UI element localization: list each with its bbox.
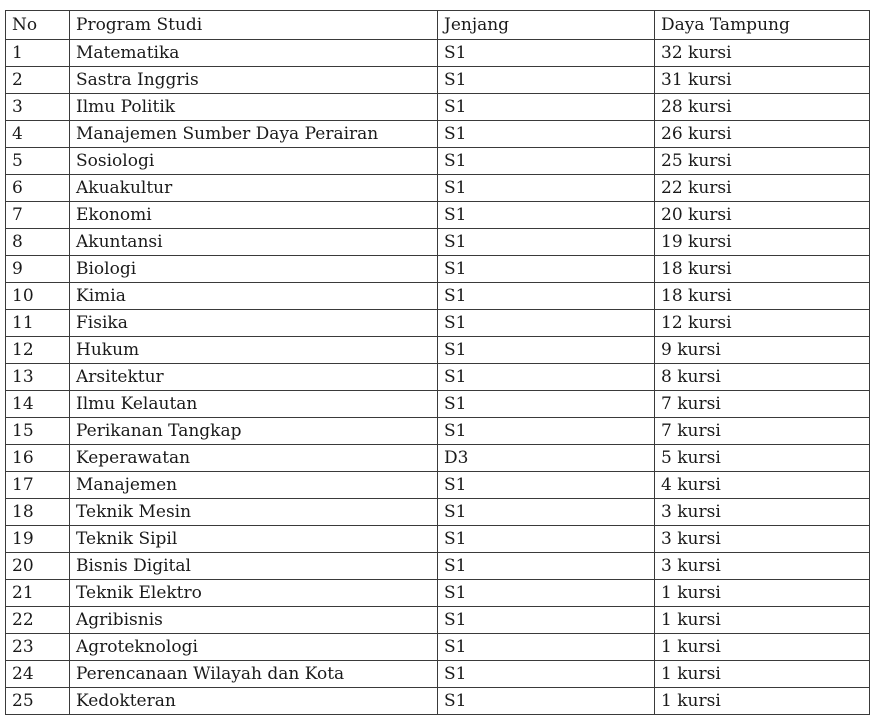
header-no: No [6, 11, 70, 40]
cell-daya-tampung: 26 kursi [655, 121, 870, 148]
cell-program-studi: Ekonomi [70, 202, 438, 229]
cell-program-studi: Keperawatan [70, 445, 438, 472]
cell-daya-tampung: 18 kursi [655, 256, 870, 283]
cell-no: 10 [6, 283, 70, 310]
cell-program-studi: Hukum [70, 337, 438, 364]
cell-no: 5 [6, 148, 70, 175]
cell-jenjang: S1 [438, 661, 655, 688]
table-row [6, 175, 870, 202]
cell-no: 17 [6, 472, 70, 499]
cell-program-studi: Ilmu Kelautan [70, 391, 438, 418]
cell-daya-tampung: 9 kursi [655, 337, 870, 364]
cell-no: 25 [6, 688, 70, 715]
cell-no: 13 [6, 364, 70, 391]
cell-program-studi: Perencanaan Wilayah dan Kota [70, 661, 438, 688]
table-row [6, 472, 870, 499]
table-row [6, 337, 870, 364]
cell-jenjang: D3 [438, 445, 655, 472]
cell-no: 15 [6, 418, 70, 445]
cell-program-studi: Teknik Mesin [70, 499, 438, 526]
cell-daya-tampung: 18 kursi [655, 283, 870, 310]
cell-jenjang: S1 [438, 121, 655, 148]
cell-program-studi: Matematika [70, 40, 438, 67]
table-row [6, 364, 870, 391]
cell-daya-tampung: 7 kursi [655, 418, 870, 445]
cell-daya-tampung: 7 kursi [655, 391, 870, 418]
table-row [6, 580, 870, 607]
cell-daya-tampung: 1 kursi [655, 580, 870, 607]
cell-no: 1 [6, 40, 70, 67]
table-row [6, 310, 870, 337]
cell-daya-tampung: 22 kursi [655, 175, 870, 202]
table-body [6, 40, 870, 715]
cell-program-studi: Sosiologi [70, 148, 438, 175]
table-row [6, 634, 870, 661]
cell-program-studi: Teknik Elektro [70, 580, 438, 607]
cell-program-studi: Perikanan Tangkap [70, 418, 438, 445]
cell-daya-tampung: 32 kursi [655, 40, 870, 67]
cell-daya-tampung: 1 kursi [655, 607, 870, 634]
cell-daya-tampung: 12 kursi [655, 310, 870, 337]
cell-daya-tampung: 20 kursi [655, 202, 870, 229]
cell-no: 12 [6, 337, 70, 364]
cell-no: 2 [6, 67, 70, 94]
cell-jenjang: S1 [438, 229, 655, 256]
header-program-studi: Program Studi [70, 11, 438, 40]
cell-no: 3 [6, 94, 70, 121]
cell-no: 9 [6, 256, 70, 283]
cell-program-studi: Sastra Inggris [70, 67, 438, 94]
table-row [6, 661, 870, 688]
cell-program-studi: Akuakultur [70, 175, 438, 202]
cell-jenjang: S1 [438, 418, 655, 445]
cell-program-studi: Bisnis Digital [70, 553, 438, 580]
cell-daya-tampung: 25 kursi [655, 148, 870, 175]
cell-jenjang: S1 [438, 553, 655, 580]
cell-daya-tampung: 31 kursi [655, 67, 870, 94]
cell-jenjang: S1 [438, 364, 655, 391]
table-row [6, 418, 870, 445]
cell-jenjang: S1 [438, 688, 655, 715]
cell-program-studi: Arsitektur [70, 364, 438, 391]
cell-daya-tampung: 8 kursi [655, 364, 870, 391]
table-row [6, 499, 870, 526]
cell-no: 8 [6, 229, 70, 256]
cell-program-studi: Manajemen Sumber Daya Perairan [70, 121, 438, 148]
cell-program-studi: Akuntansi [70, 229, 438, 256]
table-row [6, 229, 870, 256]
cell-program-studi: Manajemen [70, 472, 438, 499]
cell-program-studi: Agribisnis [70, 607, 438, 634]
cell-jenjang: S1 [438, 499, 655, 526]
cell-daya-tampung: 28 kursi [655, 94, 870, 121]
cell-jenjang: S1 [438, 67, 655, 94]
cell-no: 20 [6, 553, 70, 580]
cell-program-studi: Biologi [70, 256, 438, 283]
cell-no: 24 [6, 661, 70, 688]
table-row [6, 121, 870, 148]
table-row [6, 202, 870, 229]
cell-jenjang: S1 [438, 472, 655, 499]
program-studi-table [5, 10, 870, 715]
table-row [6, 445, 870, 472]
table-row [6, 148, 870, 175]
cell-jenjang: S1 [438, 337, 655, 364]
cell-jenjang: S1 [438, 256, 655, 283]
cell-no: 23 [6, 634, 70, 661]
cell-daya-tampung: 5 kursi [655, 445, 870, 472]
cell-jenjang: S1 [438, 391, 655, 418]
cell-jenjang: S1 [438, 175, 655, 202]
cell-program-studi: Fisika [70, 310, 438, 337]
cell-daya-tampung: 1 kursi [655, 634, 870, 661]
cell-jenjang: S1 [438, 94, 655, 121]
cell-jenjang: S1 [438, 310, 655, 337]
cell-jenjang: S1 [438, 607, 655, 634]
cell-no: 22 [6, 607, 70, 634]
header-row [6, 11, 870, 40]
cell-no: 4 [6, 121, 70, 148]
cell-no: 6 [6, 175, 70, 202]
cell-daya-tampung: 3 kursi [655, 553, 870, 580]
cell-daya-tampung: 1 kursi [655, 661, 870, 688]
cell-daya-tampung: 3 kursi [655, 526, 870, 553]
header-jenjang: Jenjang [438, 11, 655, 40]
cell-daya-tampung: 4 kursi [655, 472, 870, 499]
cell-no: 19 [6, 526, 70, 553]
cell-jenjang: S1 [438, 526, 655, 553]
cell-program-studi: Ilmu Politik [70, 94, 438, 121]
cell-no: 7 [6, 202, 70, 229]
cell-jenjang: S1 [438, 283, 655, 310]
header-daya-tampung: Daya Tampung [655, 11, 870, 40]
cell-daya-tampung: 3 kursi [655, 499, 870, 526]
table-row [6, 40, 870, 67]
cell-jenjang: S1 [438, 634, 655, 661]
table-row [6, 391, 870, 418]
table-row [6, 607, 870, 634]
cell-jenjang: S1 [438, 202, 655, 229]
table-row [6, 67, 870, 94]
table-header [6, 11, 870, 40]
table-row [6, 94, 870, 121]
cell-program-studi: Kedokteran [70, 688, 438, 715]
table-row [6, 553, 870, 580]
cell-jenjang: S1 [438, 148, 655, 175]
cell-no: 11 [6, 310, 70, 337]
cell-daya-tampung: 19 kursi [655, 229, 870, 256]
cell-no: 21 [6, 580, 70, 607]
cell-program-studi: Agroteknologi [70, 634, 438, 661]
cell-no: 14 [6, 391, 70, 418]
cell-no: 16 [6, 445, 70, 472]
cell-jenjang: S1 [438, 580, 655, 607]
cell-program-studi: Kimia [70, 283, 438, 310]
table-row [6, 526, 870, 553]
cell-daya-tampung: 1 kursi [655, 688, 870, 715]
table-row [6, 283, 870, 310]
table-row [6, 688, 870, 715]
cell-program-studi: Teknik Sipil [70, 526, 438, 553]
table-row [6, 256, 870, 283]
cell-jenjang: S1 [438, 40, 655, 67]
cell-no: 18 [6, 499, 70, 526]
